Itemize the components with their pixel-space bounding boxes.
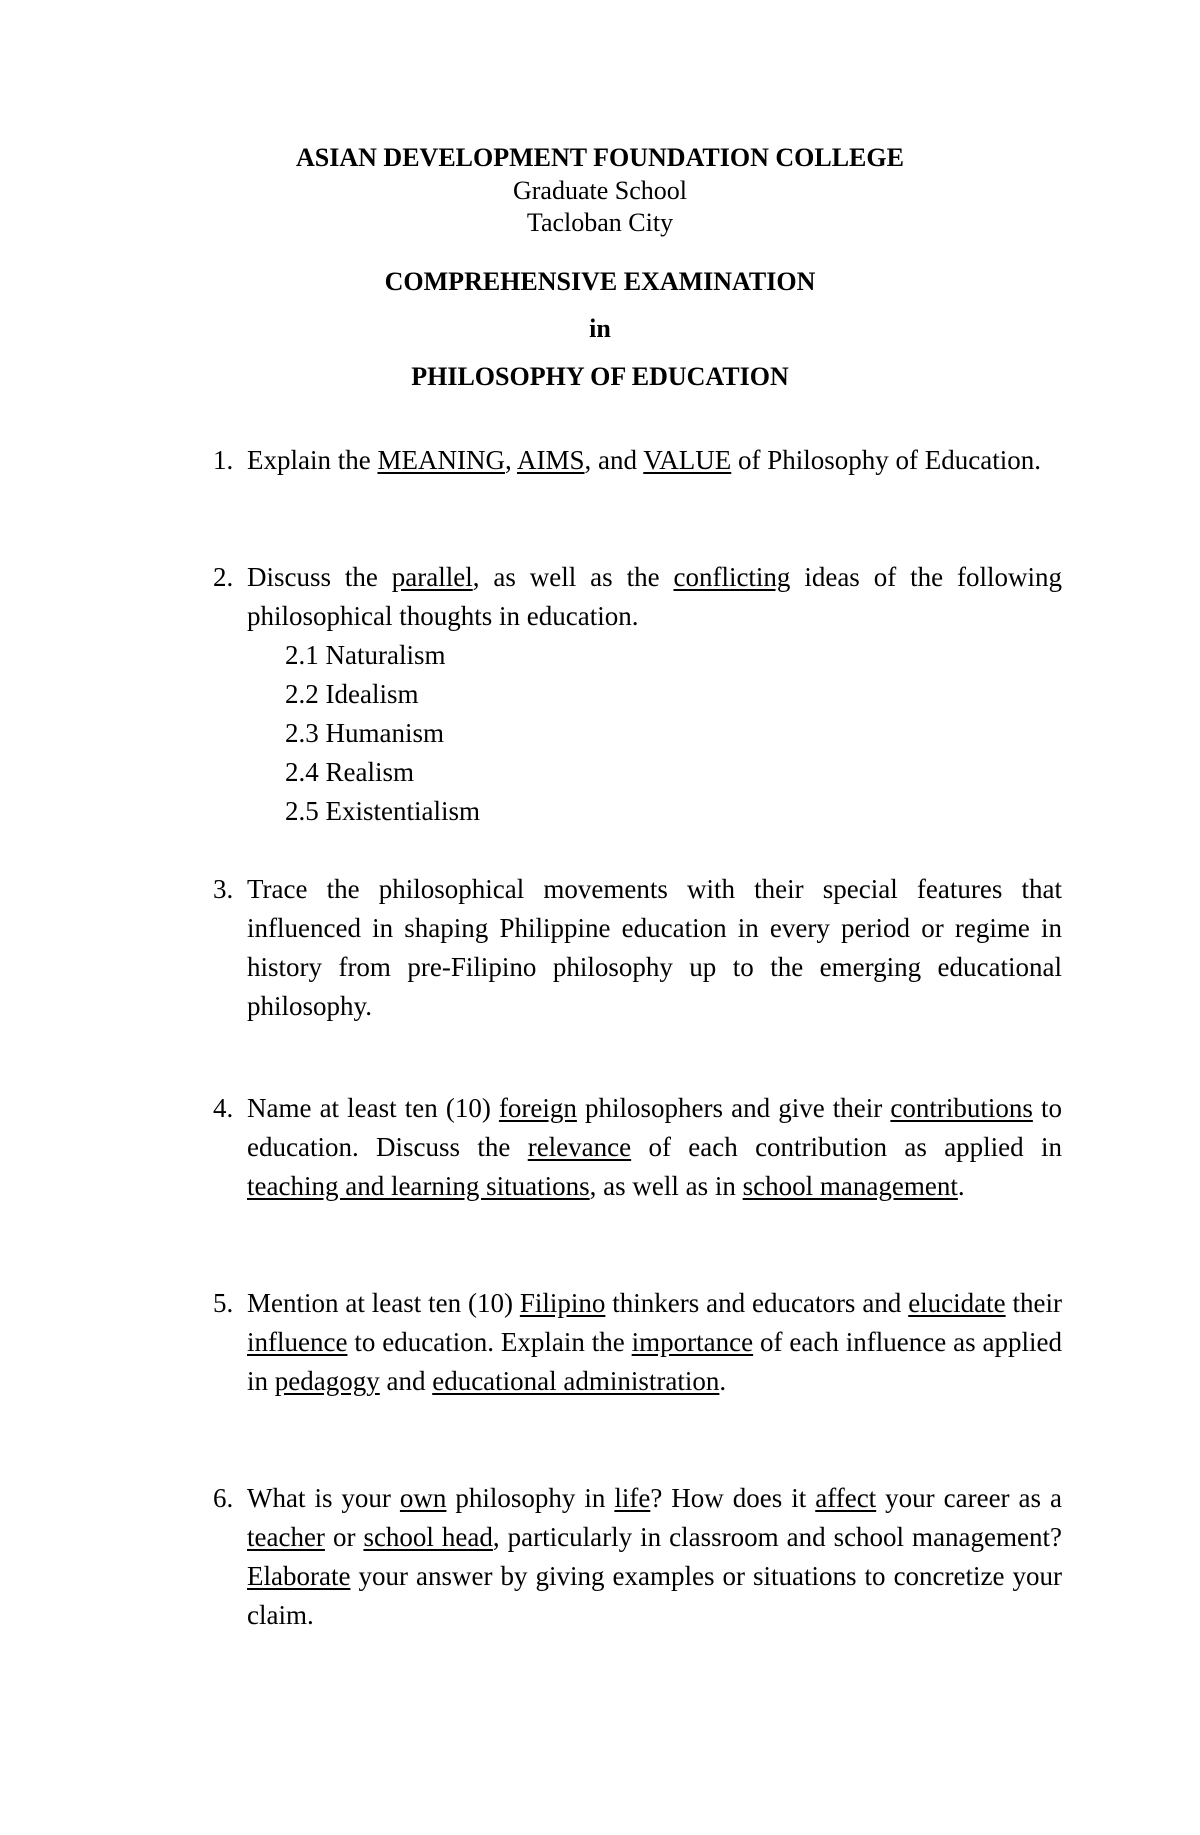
underlined-term: influence [247,1327,348,1357]
underlined-term: teaching and learning situations [247,1171,590,1201]
underlined-term: elucidate [908,1288,1006,1318]
underlined-term: life [614,1483,651,1513]
question-number: 6. [213,1483,234,1513]
question-2 [213,558,1063,636]
exam-title: COMPREHENSIVE EXAMINATION [384,267,816,296]
subitem-naturalism: 2.1 Naturalism [285,640,446,670]
underlined-term: conflicting [673,562,791,592]
question-number: 5. [213,1288,234,1318]
underlined-term: Filipino [519,1288,606,1318]
question-number: 4. [213,1093,234,1123]
question-4 [213,1089,1063,1206]
question-text: Discuss the parallel, as well as the conflicting ideas of the following philosophical thoughts in education. [247,562,1062,631]
underlined-term: relevance [527,1132,632,1162]
subitem-idealism: 2.2 Idealism [285,679,419,709]
underlined-term: parallel [391,562,473,592]
underlined-term: foreign [498,1093,577,1123]
underlined-term: teacher [247,1522,325,1552]
subject-title: PHILOSOPHY OF EDUCATION [411,362,789,391]
subitem-existentialism: 2.5 Existentialism [285,796,480,826]
question-number: 3. [213,874,234,904]
question-1 [213,441,1063,480]
underlined-term: Elaborate [247,1561,351,1591]
underlined-term: AIMS [516,445,585,475]
institution-name: ASIAN DEVELOPMENT FOUNDATION COLLEGE [296,143,904,172]
underlined-term: educational administration [432,1366,720,1396]
city-name: Tacloban City [526,208,674,237]
underlined-term: VALUE [643,445,732,475]
title-connector: in [589,314,611,343]
question-number: 2. [213,562,234,592]
underlined-term: school management [742,1171,958,1201]
question-number: 1. [213,445,234,475]
underlined-term: affect [815,1483,877,1513]
underlined-term: importance [631,1327,754,1357]
question-6 [213,1479,1063,1635]
question-3 [213,870,1063,1026]
underlined-term: contributions [890,1093,1033,1123]
question-5 [213,1284,1063,1401]
question-text: Explain the MEANING, AIMS, and VALUE of Philosophy of Education. [247,445,1041,475]
underlined-term: school head [363,1522,493,1552]
question-text: What is your own philosophy in life? How does it affect your career as a teacher or school head, particularly in classroom and school management? Elaborate your answer by giving examples or situations to concretize your claim. [247,1483,1062,1630]
underlined-term: MEANING [377,445,505,475]
school-name: Graduate School [512,176,687,205]
subitem-humanism: 2.3 Humanism [285,718,444,748]
subitem-realism: 2.4 Realism [285,757,414,787]
question-text: Name at least ten (10) foreign philosophers and give their contributions to education. Discuss the relevance of each contribution as applied in teaching and learning situations, as well as in school management. [247,1093,1063,1201]
underlined-term: pedagogy [274,1366,380,1396]
underlined-term: own [399,1483,447,1513]
question-text: Trace the philosophical movements with their special features that influenced in shaping Philippine education in every period or regime in history from pre-Filipino philosophy up to the emerging educational philosophy. [247,874,1062,1021]
question-text: Mention at least ten (10) Filipino thinkers and educators and elucidate their influence to education. Explain the importance of each influence as applied in pedagogy and educational administration. [247,1288,1062,1396]
